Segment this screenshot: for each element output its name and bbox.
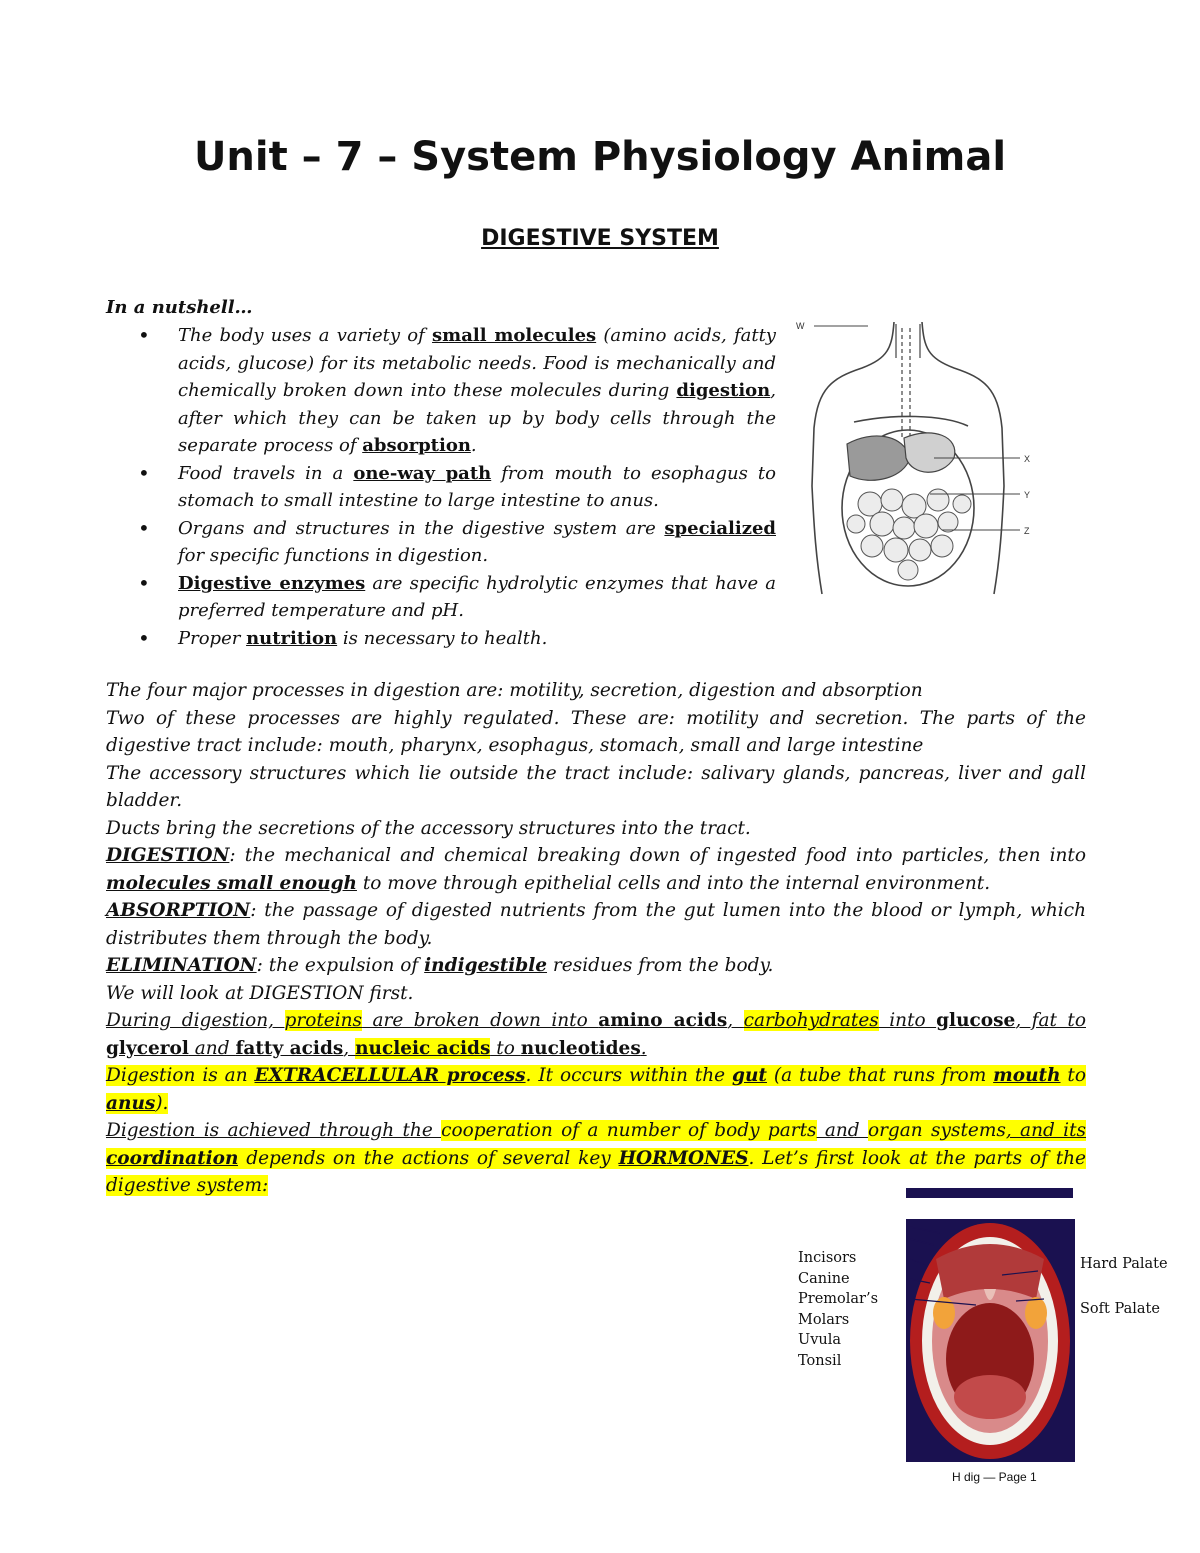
highlight: depends on the actions of several key — [238, 1147, 619, 1169]
figure-top-bar — [906, 1188, 1073, 1198]
paragraph: Ducts bring the secretions of the accessory structures into the tract. — [106, 817, 751, 839]
bullet-item — [138, 570, 776, 625]
highlight: carbohydrates — [743, 1010, 879, 1031]
label-canine: Canine — [798, 1270, 850, 1287]
key-term: EXTRACELLULAR process — [254, 1065, 526, 1086]
bullet-item — [138, 625, 776, 653]
text: are broken down into — [362, 1010, 599, 1031]
text: (amino acids, fatty acids, glucose) for its metabolic needs. Food is mechanically and chemically broken down into these molecules during — [178, 325, 776, 401]
highlight: . Let’s first look at the parts of the digestive system: — [106, 1147, 1087, 1196]
text: : the expulsion of — [256, 955, 425, 976]
label-premolars: Premolar’s — [798, 1291, 879, 1307]
text: , — [343, 1037, 356, 1059]
text: and — [188, 1037, 236, 1059]
key-term: coordination — [106, 1147, 239, 1169]
bullet-item — [138, 460, 776, 515]
text: to — [490, 1037, 521, 1059]
key-term: small molecules — [432, 325, 597, 346]
key-term: molecules small enough — [106, 872, 357, 894]
key-term: one-way path — [353, 462, 492, 484]
body-text — [106, 677, 1086, 1200]
key-term: fatty acids — [235, 1037, 344, 1059]
label-molars: Molars — [798, 1311, 850, 1328]
key-term: nucleotides — [520, 1037, 641, 1059]
text: for specific functions in digestion. — [178, 545, 489, 566]
key-term: HORMONES — [618, 1147, 749, 1169]
highlight: organ systems — [867, 1120, 1006, 1141]
digestive-system-diagram — [792, 318, 1042, 596]
intro-heading: In a nutshell… — [106, 297, 253, 318]
label-incisors: Incisors — [798, 1250, 857, 1266]
key-term: nutrition — [246, 627, 338, 649]
highlight: (a tube that runs from — [766, 1065, 994, 1086]
text: : the passage of digested nutrients from the gut lumen into the blood or lymph, which distributes them through the body. — [106, 900, 1086, 949]
key-term: nucleic acids — [355, 1037, 491, 1059]
text: Digestion is achieved through the — [106, 1120, 442, 1141]
highlight: proteins — [284, 1010, 363, 1031]
paragraph — [106, 952, 1086, 980]
figure-label-z: Z — [1024, 526, 1030, 536]
key-term: absorption — [362, 435, 471, 456]
key-term: gut — [732, 1065, 767, 1086]
key-term: specialized — [664, 517, 776, 539]
paragraph — [106, 1062, 1086, 1117]
highlight: cooperation of a number of body parts — [441, 1120, 817, 1141]
highlight: ). — [155, 1092, 169, 1114]
key-term: indigestible — [424, 955, 548, 976]
term: ELIMINATION — [106, 955, 257, 976]
summary-bullet-list — [138, 322, 776, 652]
key-term: mouth — [993, 1065, 1061, 1086]
bullet-item — [138, 515, 776, 570]
label-soft-palate: Soft Palate — [1080, 1301, 1160, 1317]
key-term: digestion — [676, 380, 771, 401]
page-title: Unit – 7 – System Physiology Animal — [193, 134, 1007, 180]
text: Food travels in a — [178, 462, 354, 484]
highlight: Digestion is an — [106, 1065, 255, 1086]
paragraph — [106, 1007, 1086, 1062]
text: are specific hydrolytic enzymes that have a preferred temperature and pH. — [178, 572, 776, 621]
paragraph — [106, 842, 1086, 897]
paragraph: The four major processes in digestion are: motility, secretion, digestion and absorption — [106, 680, 923, 701]
term: ABSORPTION — [106, 900, 251, 921]
key-term: amino acids — [598, 1010, 728, 1031]
text: . — [470, 435, 477, 456]
text: residues from the body. — [547, 955, 774, 976]
text: The body uses a variety of — [178, 325, 433, 346]
text: from mouth to esophagus to stomach to small intestine to large intestine to anus. — [178, 462, 776, 511]
paragraph: We will look at DIGESTION first. — [106, 982, 414, 1004]
paragraph: Two of these processes are highly regulated. These are: motility and secretion. The parts of the digestive tract include: mouth, pharynx, esophagus, stomach, small and large intestine — [106, 707, 1086, 756]
text: Organs and structures in the digestive system are — [178, 517, 665, 539]
text: : the mechanical and chemical breaking down of ingested food into particles, then into — [229, 845, 1086, 866]
highlight: to — [1060, 1065, 1087, 1086]
mouth-left-labels — [798, 1248, 878, 1371]
figure-label-x: X — [1024, 454, 1031, 464]
paragraph — [106, 897, 1086, 952]
key-term: Digestive enzymes — [178, 572, 366, 594]
key-term: anus — [106, 1092, 156, 1114]
text: Proper — [178, 627, 247, 649]
text: , fat to — [1015, 1010, 1086, 1031]
page-footer: H dig — Page 1 — [952, 1470, 1037, 1484]
label-uvula: Uvula — [798, 1332, 842, 1348]
text: . — [640, 1037, 647, 1059]
key-term: glycerol — [106, 1037, 189, 1059]
text: , after which they can be taken up by body cells through the separate process of — [178, 380, 776, 456]
section-heading: DIGESTIVE SYSTEM — [481, 226, 719, 251]
term: DIGESTION — [106, 845, 230, 866]
text: During digestion, — [106, 1010, 285, 1031]
text: , — [727, 1010, 744, 1031]
highlight: . It occurs within the — [525, 1065, 733, 1086]
mouth-anatomy-image — [906, 1219, 1075, 1462]
label-hard-palate: Hard Palate — [1080, 1256, 1168, 1272]
paragraph: The accessory structures which lie outside the tract include: salivary glands, pancreas, liver and gall bladder. — [106, 762, 1086, 811]
highlight: , and its — [1005, 1120, 1086, 1141]
figure-label-w: W — [796, 321, 805, 331]
text: into — [878, 1010, 937, 1031]
text: and — [816, 1120, 868, 1141]
key-term: glucose — [936, 1010, 1016, 1031]
label-tonsil: Tonsil — [798, 1352, 842, 1369]
bullet-item — [138, 322, 776, 460]
text: to move through epithelial cells and into the internal environment. — [356, 872, 991, 894]
text: is necessary to health. — [337, 627, 548, 649]
figure-label-y: Y — [1024, 490, 1031, 500]
